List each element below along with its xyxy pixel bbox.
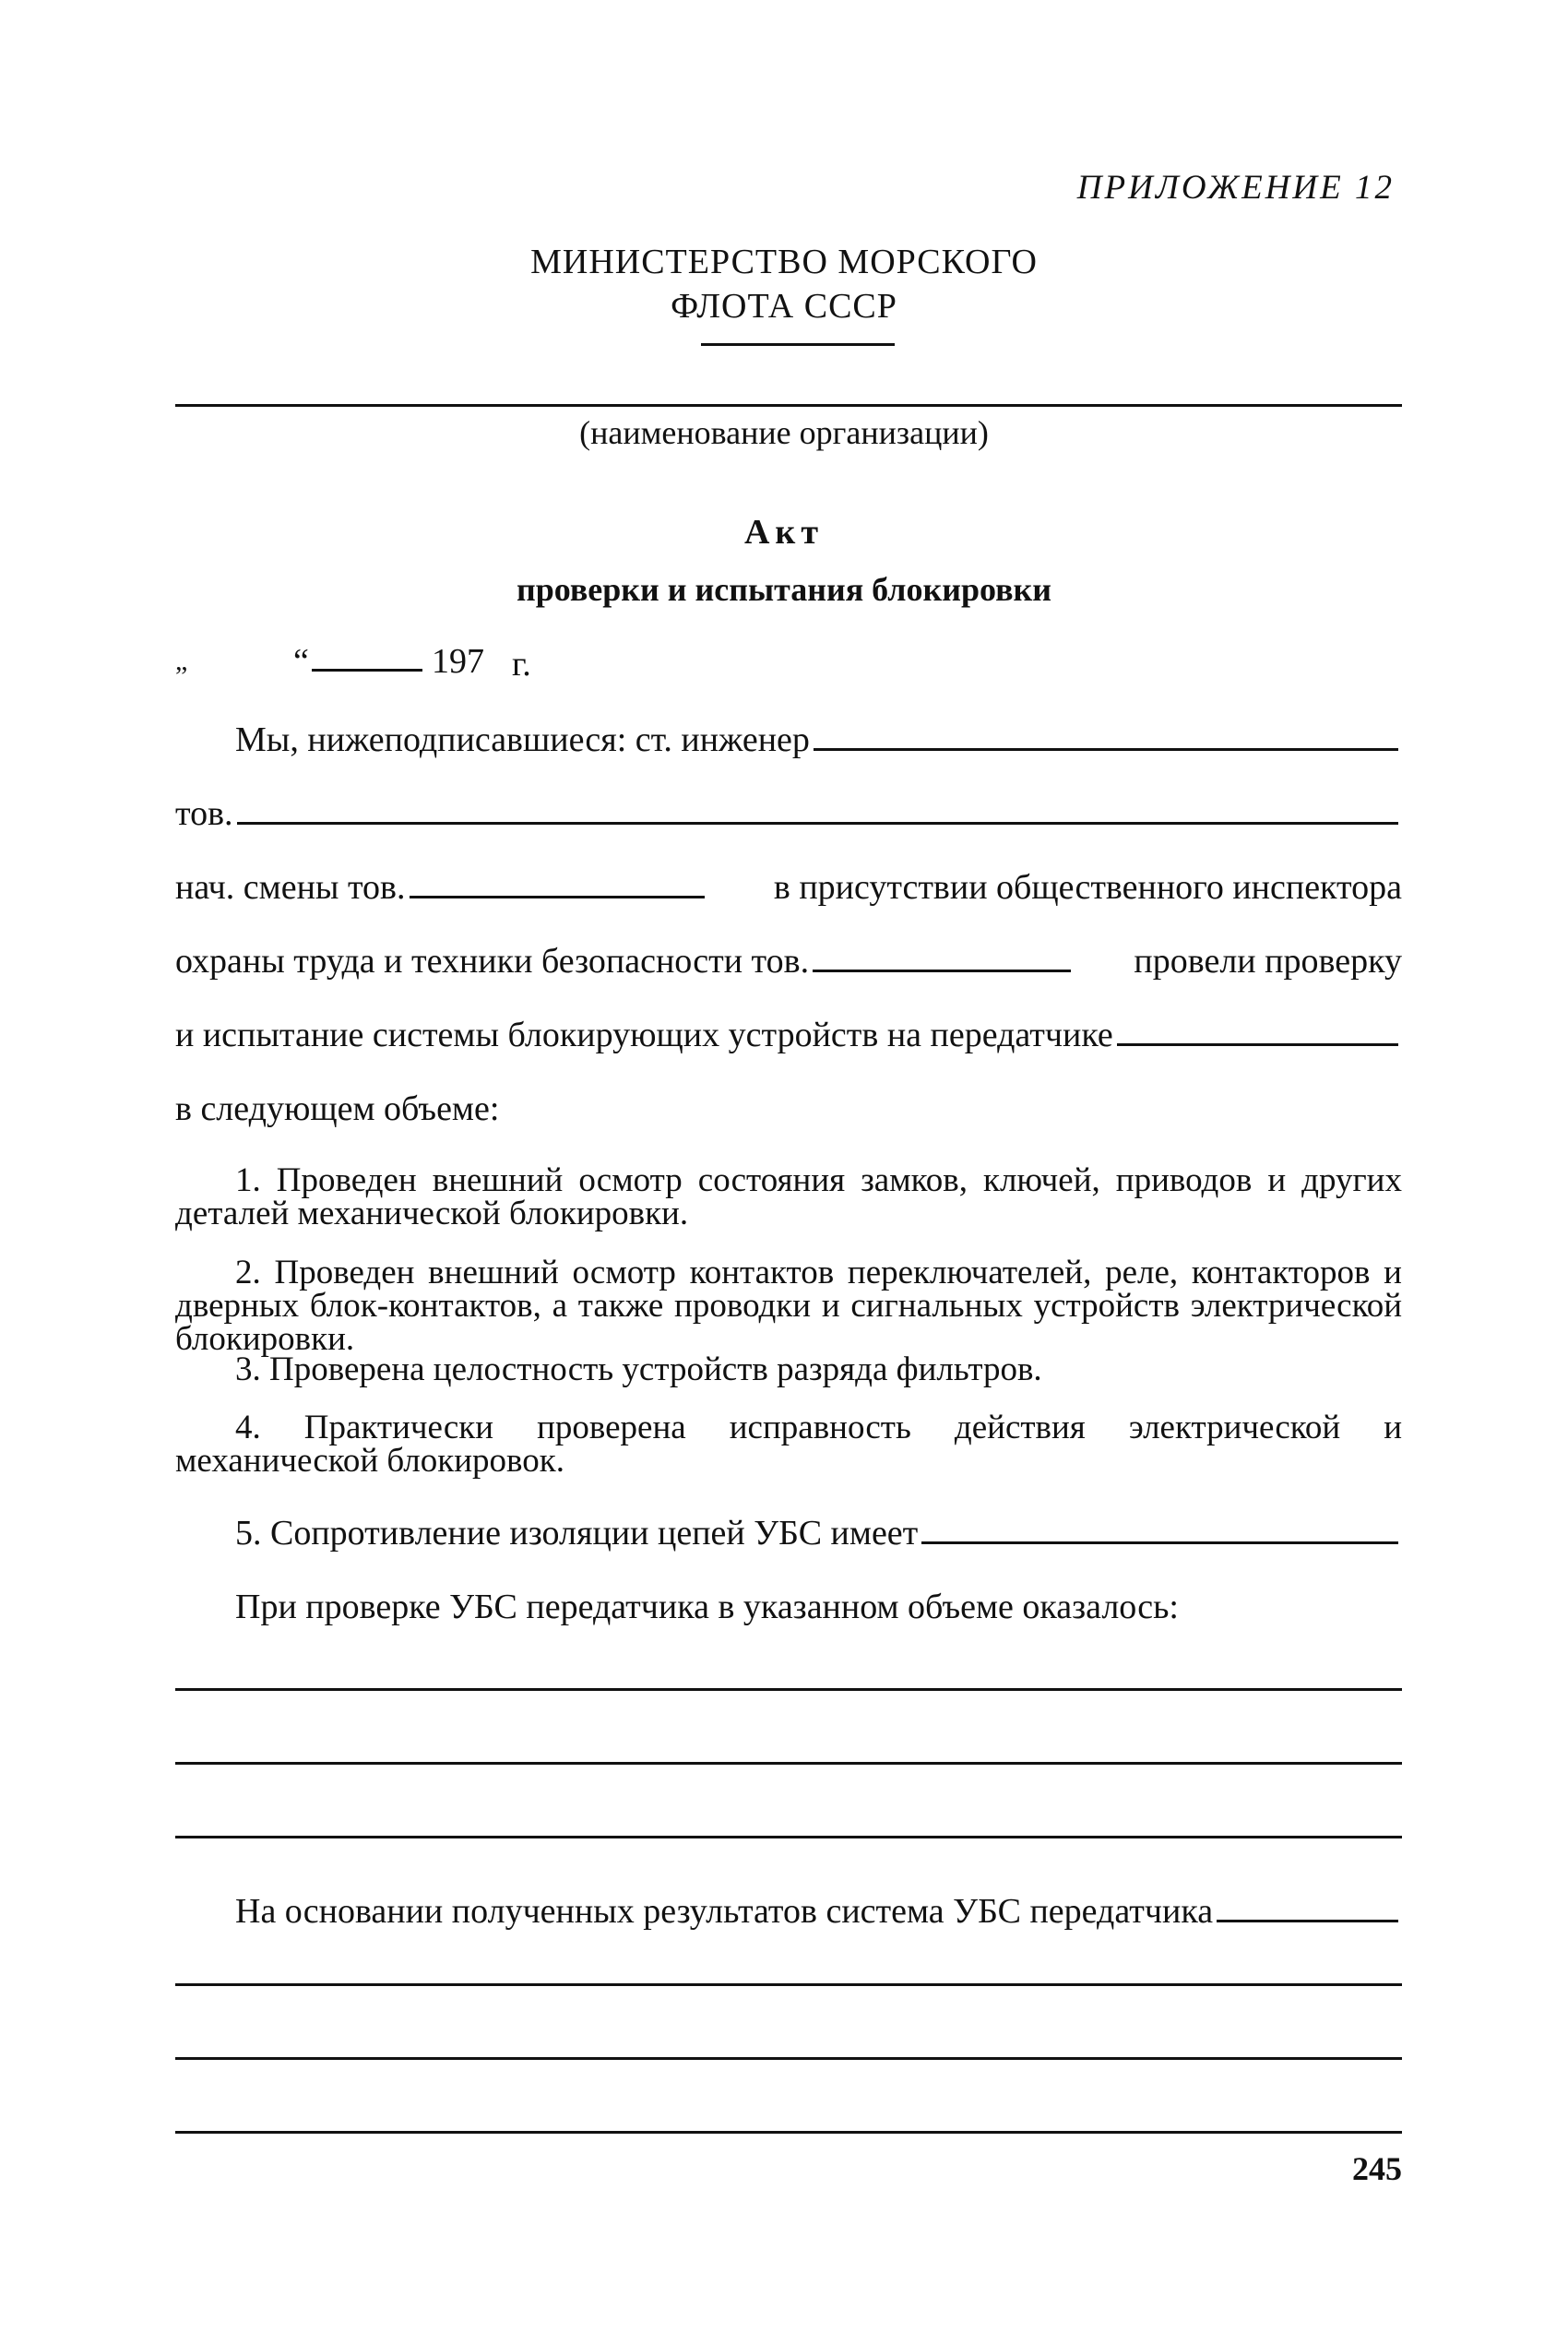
ministry-underline	[701, 343, 895, 346]
transmitter-label: и испытание системы блокирующих устройств на передатчике	[175, 1016, 1113, 1054]
safety-label: охраны труда и техники безопасности тов.	[175, 942, 810, 981]
act-title: Акт	[743, 513, 824, 552]
item-4	[175, 1411, 1402, 1478]
date-close-quote: “	[293, 642, 309, 681]
date-open-quote: „	[175, 646, 188, 676]
transmitter-field[interactable]	[1117, 1043, 1398, 1046]
date-year-suffix: г.	[512, 645, 531, 684]
item-2-text: 2. Проведен внешний осмотр контактов переключателей, реле, контакторов и дверных блок-контактов, а также проводки и сигнальных устройств электрической блокировки.	[175, 1254, 1402, 1358]
performed-check-text: провели проверку	[1134, 942, 1402, 981]
conclusion-text: На основании полученных результатов система УБС передатчика	[235, 1892, 1214, 1931]
item-4-text: 4. Практически проверена исправность действия электрической и механической блокировок.	[175, 1409, 1402, 1480]
conclusion-field-3[interactable]	[175, 2057, 1402, 2060]
shift-chief-field[interactable]	[410, 896, 705, 898]
date-year: 197	[432, 642, 484, 681]
conclusion-line	[235, 1891, 1402, 1932]
transmitter-line	[175, 1015, 1402, 1055]
scope-intro: в следующем объеме:	[175, 1089, 500, 1128]
conclusion-field-4[interactable]	[175, 2131, 1402, 2134]
item-1	[175, 1161, 1402, 1232]
engineer-label: Мы, нижеподписавшиеся: ст. инженер	[235, 720, 810, 759]
comrade-label: тов.	[175, 794, 233, 833]
safety-inspector-field[interactable]	[813, 970, 1071, 972]
safety-line	[175, 941, 1402, 982]
result-field-1[interactable]	[175, 1688, 1402, 1691]
item-5	[235, 1513, 1402, 1553]
ministry-name-line2: ФЛОТА СССР	[671, 287, 897, 326]
appendix-label: ПРИЛОЖЕНИЕ 12	[1076, 169, 1395, 207]
act-subtitle: проверки и испытания блокировки	[516, 571, 1052, 608]
shift-chief-label: нач. смены тов.	[175, 868, 406, 907]
item-5-text: 5. Сопротивление изоляции цепей УБС имеет	[235, 1514, 919, 1553]
conclusion-field[interactable]	[1217, 1920, 1398, 1922]
inspector-text: в присутствии общественного инспектора	[773, 868, 1402, 907]
result-intro: При проверке УБС передатчика в указанном объеме оказалось:	[235, 1588, 1179, 1626]
ministry-name-line1: МИНИСТЕРСТВО МОРСКОГО	[530, 243, 1038, 281]
engineer-line	[235, 720, 1402, 760]
result-field-3[interactable]	[175, 1836, 1402, 1838]
page-number: 245	[1352, 2150, 1402, 2187]
date-month-field[interactable]	[312, 669, 422, 672]
organization-name-field[interactable]	[175, 404, 1402, 407]
comrade-line	[175, 793, 1402, 834]
item-3	[175, 1350, 1402, 1388]
comrade-field[interactable]	[237, 822, 1398, 825]
result-field-2[interactable]	[175, 1762, 1402, 1765]
item-1-text: 1. Проведен внешний осмотр состояния замков, ключей, приводов и других деталей механической блокировки.	[175, 1161, 1402, 1232]
item-3-text: 3. Проверена целостность устройств разряда фильтров.	[235, 1350, 1042, 1388]
shift-chief-line	[175, 867, 1402, 908]
insulation-resistance-field[interactable]	[921, 1541, 1398, 1544]
organization-caption: (наименование организации)	[579, 414, 989, 451]
conclusion-field-2[interactable]	[175, 1983, 1402, 1986]
engineer-field[interactable]	[814, 748, 1398, 751]
item-2	[175, 1256, 1402, 1356]
